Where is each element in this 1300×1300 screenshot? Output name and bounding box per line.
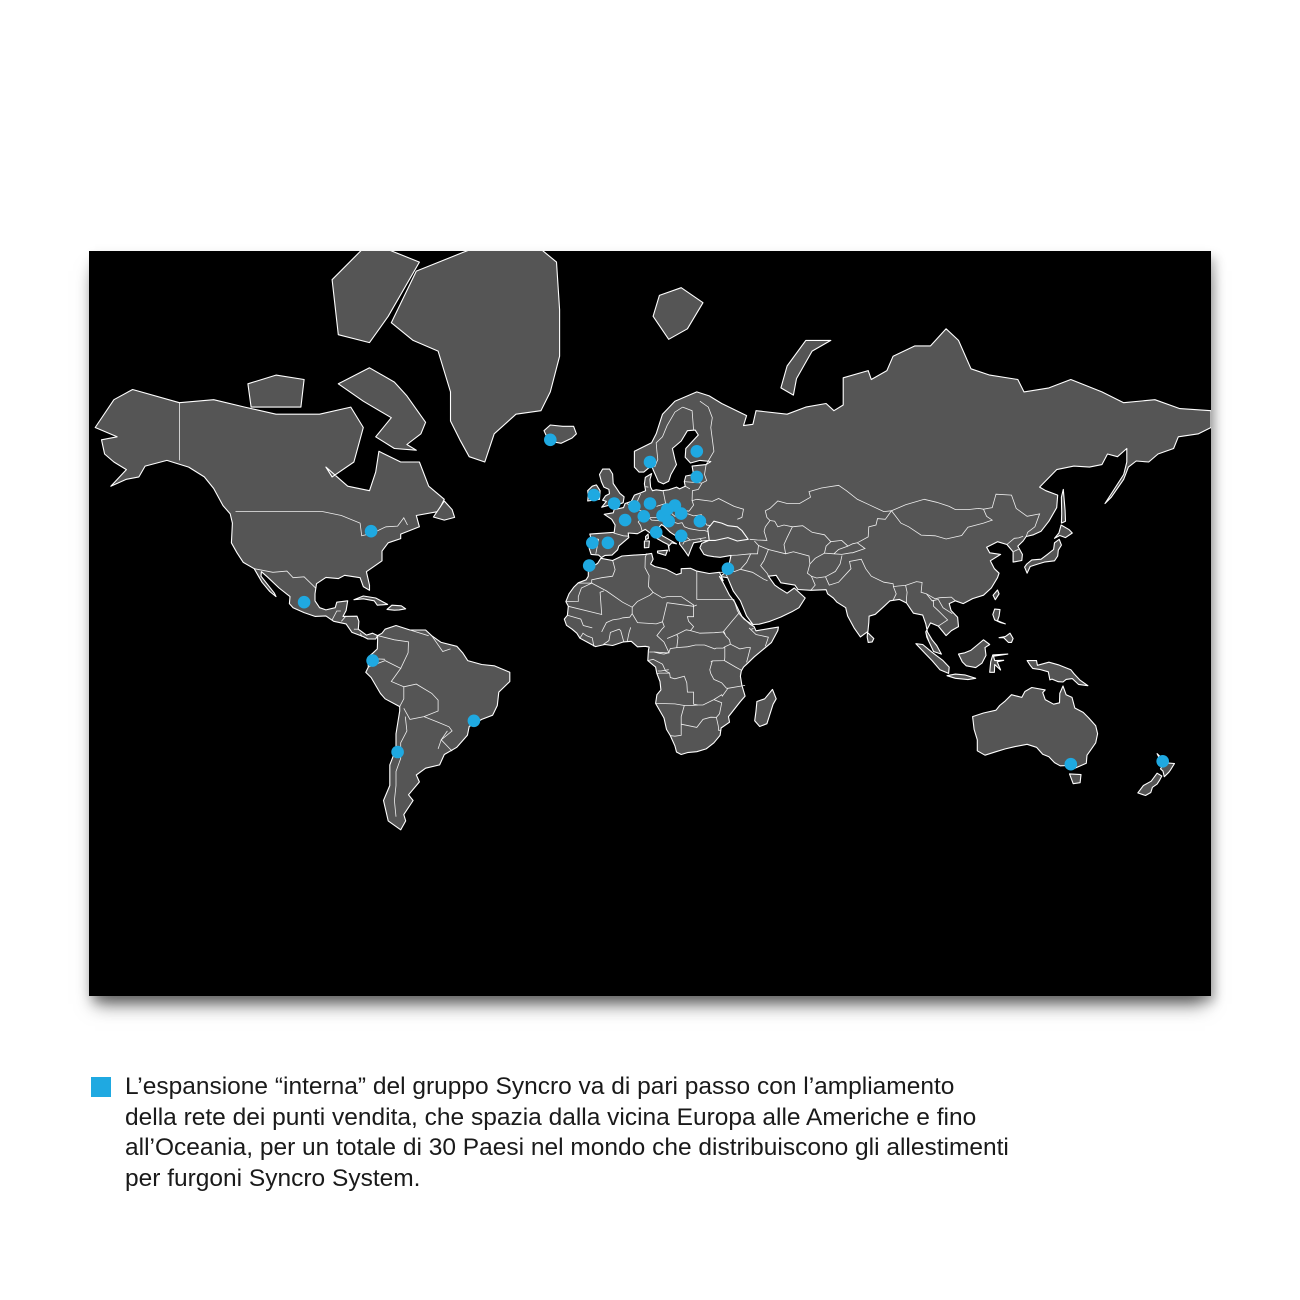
location-marker [662,515,675,528]
world-map-svg [89,251,1211,996]
location-marker [619,514,632,527]
caption-line: per furgoni Syncro System. [125,1164,421,1192]
location-marker [650,526,663,539]
caption-bullet [91,1077,111,1097]
location-marker [644,456,657,469]
land-philippines-mindanao [999,633,1013,642]
land-sulawesi [990,654,1008,672]
location-marker [586,537,599,550]
land-java [947,674,976,680]
location-marker [544,434,557,447]
location-marker [468,715,481,728]
location-marker [298,596,311,609]
land-sri-lanka [867,632,874,642]
location-marker [694,515,707,528]
location-marker [722,562,735,575]
land-south-america [366,626,510,830]
location-marker [366,654,379,667]
land-hispaniola [387,605,406,610]
caption-line: della rete dei punti vendita, che spazia dalla vicina Europa alle Americhe e fino [125,1103,977,1131]
land-sakhalin [1061,489,1065,523]
land-hokkaido [1055,525,1073,538]
location-marker [1065,758,1078,771]
land-tasmania [1070,774,1082,784]
land-victoria-island [248,375,304,407]
location-marker [365,525,378,538]
location-marker [628,500,641,513]
location-marker [691,445,704,458]
caption-line: all’Oceania, per un totale di 30 Paesi nel mondo che distribuiscono gli allestimenti [125,1134,1009,1161]
land-japan [1025,539,1062,573]
land-new-zealand-south [1138,773,1162,795]
land-sardinia [644,541,649,548]
land-australia [973,686,1098,768]
location-marker [638,510,651,523]
location-marker [588,489,601,502]
land-cuba [354,596,388,605]
land-taiwan [993,590,999,600]
location-marker [644,497,657,510]
land-layer [95,251,1211,830]
land-new-guinea [1027,661,1088,686]
location-marker [391,746,404,759]
land-novaya-zemlya [781,340,831,395]
location-marker [602,537,615,550]
location-marker [675,507,688,520]
world-map [89,251,1211,996]
land-corsica [646,534,649,540]
caption-text [125,1072,1009,1194]
land-madagascar [755,689,777,726]
location-marker [661,503,674,516]
caption-line: L’espansione “interna” del gruppo Syncro va di pari passo con l’ampliamento [125,1073,955,1100]
location-marker [583,559,596,572]
location-marker [691,471,704,484]
location-marker [1156,755,1169,768]
location-marker [675,530,688,543]
land-svalbard [653,288,703,340]
land-philippines-luzon [993,609,1006,624]
land-sicily [658,550,668,555]
location-marker [608,497,621,510]
land-borneo [959,640,990,668]
